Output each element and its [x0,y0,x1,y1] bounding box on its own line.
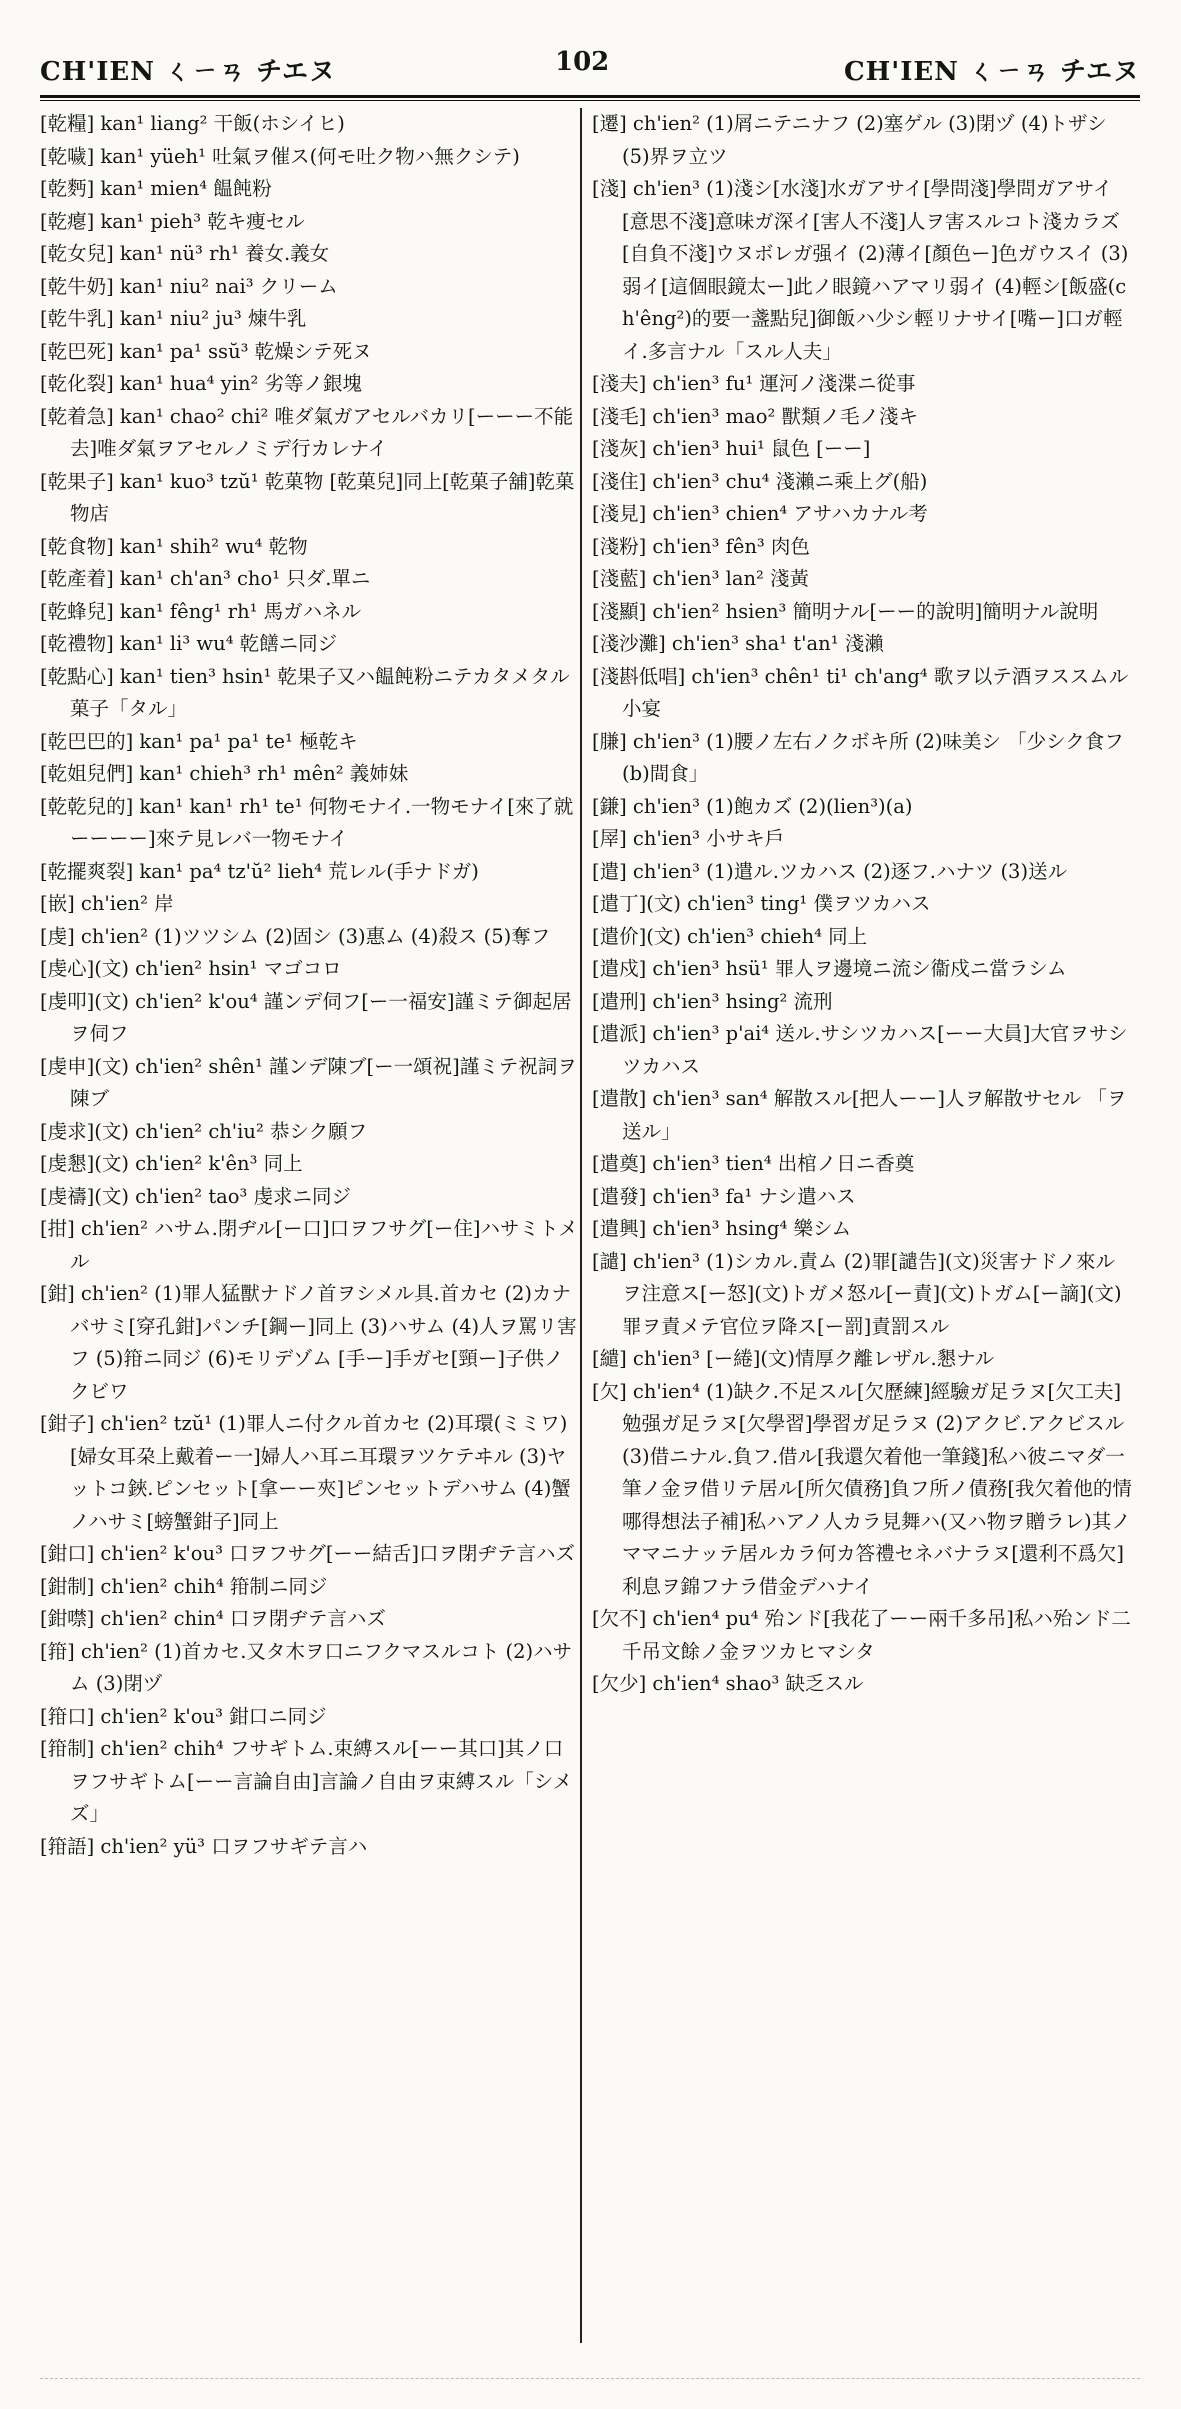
dictionary-entry: [淺毛] ch'ien³ mao² 獸類ノ毛ノ淺キ [592,404,918,428]
dictionary-entry: [繾] ch'ien³ [ー綣](文)情厚ク離レザル.懇ナル [592,1347,995,1370]
dictionary-entry: [淺顯] ch'ien² hsien³ 簡明ナル[ーー的說明]簡明ナル說明 [592,599,1099,623]
dictionary-entry: [箝] ch'ien² (1)首カセ.又タ木ヲ口ニフクマスルコト (2)ハサム (3)閉ヅ [40,1639,573,1695]
dictionary-entry: [乾牛奶] kan¹ niu² nai³ クリーム [40,274,338,298]
dictionary-entry: [遷] ch'ien² (1)屑ニテニナフ (2)塞ゲル (3)閉ヅ (4)トザシ (5)界ヲ立ツ [592,112,1107,168]
header-rule [40,95,1140,98]
dictionary-entry: [遣刑] ch'ien³ hsing² 流刑 [592,989,833,1013]
right-column [592,108,1132,2343]
dictionary-entry: [遣] ch'ien³ (1)遣ル.ツカハス (2)逐フ.ハナツ (3)送ル [592,859,1068,883]
dictionary-entry: [遣興] ch'ien³ hsing⁴ 樂シム [592,1217,852,1240]
column-divider [580,108,582,2343]
dictionary-entry: [虔禱](文) ch'ien² tao³ 虔求ニ同ジ [40,1184,352,1208]
dictionary-entry: [乾點心] kan¹ tien³ hsin¹ 乾果子又ハ饂飩粉ニテカタメタル菓子「タル」 [40,664,570,720]
dictionary-entry: [淺粉] ch'ien³ fên³ 肉色 [592,534,810,558]
header-left: CH'IEN ㄑㄧㄢ チエヌ [40,57,337,87]
dictionary-entry: [遣派] ch'ien³ p'ai⁴ 送ル.サシツカハス[ーー大員]大官ヲサシツカハス [592,1022,1128,1078]
dictionary-entry: [乾巴巴的] kan¹ pa¹ pa¹ te¹ 極乾キ [40,729,358,753]
dictionary-entry: [欠不] ch'ien⁴ pu⁴ 殆ンド[我花了ーー兩千多吊]私ハ殆ンド二千吊文餘ノ金ヲツカヒマシタ [592,1607,1131,1663]
dictionary-entry: [乾擺爽裂] kan¹ pa⁴ tz'ŭ² lieh⁴ 荒レル(手ナドガ) [40,859,479,883]
dictionary-entry: [膁] ch'ien³ (1)腰ノ左右ノクボキ所 (2)味美シ 「少シク食フ (b)間食」 [592,729,1124,785]
dictionary-entry: [乾產着] kan¹ ch'an³ cho¹ 只ダ.單ニ [40,567,371,590]
left-column [40,108,580,2343]
dictionary-entry: [遣奠] ch'ien³ tien⁴ 出棺ノ日ニ香奠 [592,1152,915,1175]
dictionary-entry: [欠少] ch'ien⁴ shao³ 缺乏スル [592,1672,864,1695]
dictionary-entry: [乾乾兒的] kan¹ kan¹ rh¹ te¹ 何物モナイ.一物モナイ[來了就ーーーー]來テ見レバ一物モナイ [40,794,574,850]
dictionary-entry: [乾噦] kan¹ yüeh¹ 吐氣ヲ催ス(何モ吐ク物ハ無クシテ) [40,144,520,168]
dictionary-entry: [鉗子] ch'ien² tzŭ¹ (1)罪人ニ付クル首カセ (2)耳環(ミミワ)[婦女耳朶上戴着ー一]婦人ハ耳ニ耳環ヲツケテヰル (3)ヤットコ鋏.ピンセット[拿ーー夾]ピンセットデハサム (4)蟹ノハサミ[螃蟹鉗子]同上 [40,1412,571,1533]
dictionary-entry: [遣發] ch'ien³ fa¹ ナシ遣ハス [592,1184,856,1208]
dictionary-entry: [遣丁](文) ch'ien³ ting¹ 僕ヲツカハス [592,892,931,915]
dictionary-entry: [淺斟低唱] ch'ien³ chên¹ ti¹ ch'ang⁴ 歌ヲ以テ酒ヲススムル小宴 [592,664,1129,720]
dictionary-entry: [乾巴死] kan¹ pa¹ ssŭ³ 乾燥シテ死ヌ [40,339,372,363]
dictionary-entry: [乾姐兒們] kan¹ chieh³ rh¹ mên² 義姉妹 [40,762,409,785]
dictionary-entry: [淺] ch'ien³ (1)淺シ[水淺]水ガアサイ[學問淺]學問ガアサイ[意思不淺]意味ガ深イ[害人不淺]人ヲ害スルコト淺カラズ[自負不淺]ウヌボレガ强イ (2)薄イ[顏色ー]色ガウスイ (3)弱イ[這個眼鏡太ー]此ノ眼鏡ハアマリ弱イ (4)輕シ[飯盛(ch'êng²)的要一盞點兒]御飯ハ少シ輕リナサイ[嘴ー]口ガ輕イ.多言ナル「スル人夫」 [592,177,1129,363]
dictionary-entry: [箝語] ch'ien² yü³ 口ヲフサギテ言ハ [40,1834,368,1858]
dictionary-entry: [遣散] ch'ien³ san⁴ 解散スル[把人ーー]人ヲ解散サセル 「ヲ送ル」 [592,1087,1127,1143]
footer-line [40,2378,1140,2379]
dictionary-entry: [譴] ch'ien³ (1)シカル.責ム (2)罪[譴告](文)災害ナドノ來ルヲ注意ス[ー怒](文)トガメ怒ル[ー責](文)トガム[ー謫](文)罪ヲ責メテ官位ヲ降ス[ー罰]責罰スル [592,1249,1122,1338]
dictionary-entry: [淺藍] ch'ien³ lan² 淺黃 [592,567,810,590]
page-number: 102 [555,47,610,77]
dictionary-entry: [乾着急] kan¹ chao² chi² 唯ダ氣ガアセルバカリ[ーーー不能去]唯ダ氣ヲアセルノミデ行カレナイ [40,404,574,460]
header-right: CH'IEN ㄑㄧㄢ チエヌ [843,57,1140,87]
dictionary-entry: [遣戍] ch'ien³ hsü¹ 罪人ヲ邊境ニ流シ衞戍ニ當ラシム [592,957,1067,980]
page-header [40,45,1140,95]
dictionary-entry: [乾糧] kan¹ liang² 干飯(ホシイヒ) [40,112,345,135]
dictionary-entry: [虔懇](文) ch'ien² k'ên³ 同上 [40,1152,303,1175]
dictionary-entry: [乾麪] kan¹ mien⁴ 饂飩粉 [40,177,272,200]
dictionary-entry: [鉗] ch'ien² (1)罪人猛獸ナドノ首ヲシメル具.首カセ (2)カナバサミ[穿孔鉗]パンチ[鋼ー]同上 (3)ハサム (4)人ヲ罵リ害フ (5)箝ニ同ジ (6)モリデゾム [手ー]手ガセ[頸ー]子供ノクビワ [40,1282,577,1403]
dictionary-entry: [乾禮物] kan¹ li³ wu⁴ 乾饍ニ同ジ [40,632,338,655]
dictionary-entry: [虔叩](文) ch'ien² k'ou⁴ 謹ンデ伺フ[ー一福安]謹ミテ御起居ヲ伺フ [40,989,572,1045]
dictionary-entry: [欠] ch'ien⁴ (1)缺ク.不足スル[欠歷練]經驗ガ足ラヌ[欠工夫]勉强ガ足ラヌ[欠學習]學習ガ足ラヌ (2)アクビ.アクビスル (3)借ニナル.負フ.借ル[我還欠着他一筆錢]私ハ彼ニマダ一筆ノ金ヲ借リテ居ル[所欠債務]負フ所ノ債務[我欠着他的情哪得想法子補]私ハアノ人カラ見舞ハ(又ハ物ヲ贈ラレ)其ノママニナッテ居ルカラ何カ答禮セネバナラヌ[還利不爲欠]利息ヲ錦フナラ借金デハナイ [592,1379,1132,1598]
dictionary-entry: [遣价](文) ch'ien³ chieh⁴ 同上 [592,924,868,948]
dictionary-entry: [乾瘪] kan¹ pieh³ 乾キ痩セル [40,209,305,233]
dictionary-entry: [拑] ch'ien² ハサム.閉ヂル[ー口]口ヲフサグ[ー住]ハサミトメル [40,1217,578,1273]
dictionary-entry: [乾蜂兒] kan¹ fêng¹ rh¹ 馬ガハネル [40,599,362,623]
dictionary-entry: [鉗口] ch'ien² k'ou³ 口ヲフサグ[ーー結舌]口ヲ閉ヂテ言ハズ [40,1542,576,1565]
dictionary-entry: [淺沙灘] ch'ien³ sha¹ t'an¹ 淺瀨 [592,632,884,655]
dictionary-entry: [乾女兒] kan¹ nü³ rh¹ 養女.義女 [40,242,330,265]
dictionary-entry: [淺灰] ch'ien³ hui¹ 鼠色 [ーー] [592,437,871,460]
dictionary-entry: [箝制] ch'ien² chih⁴ フサギトム.束縛スル[ーー其口]其ノ口ヲフサギトム[ーー言論自由]言論ノ自由ヲ束縛スル「シメズ」 [40,1737,573,1825]
dictionary-entry: [鎌] ch'ien³ (1)飽カズ (2)(lien³)(a) [592,794,913,818]
dictionary-entry: [鉗噤] ch'ien² chin⁴ 口ヲ閉ヂテ言ハズ [40,1607,386,1630]
dictionary-entry: [鉗制] ch'ien² chih⁴ 箝制ニ同ジ [40,1574,328,1598]
dictionary-entry: [箝口] ch'ien² k'ou³ 鉗口ニ同ジ [40,1704,327,1728]
dictionary-entry: [嵌] ch'ien² 岸 [40,892,174,915]
dictionary-entry: [乾食物] kan¹ shih² wu⁴ 乾物 [40,534,308,558]
header-rule-thin [40,100,1140,101]
dictionary-entry: [虔求](文) ch'ien² ch'iu² 恭シク願フ [40,1119,368,1143]
dictionary-entry: [屖] ch'ien³ 小サキ戶 [592,827,785,850]
dictionary-entry: [虔申](文) ch'ien² shên¹ 謹ンデ陳ブ[ー一頌祝]謹ミテ祝詞ヲ陳ブ [40,1054,577,1110]
dictionary-entry: [淺見] ch'ien³ chien⁴ アサハカナル考 [592,502,928,525]
dictionary-entry: [乾果子] kan¹ kuo³ tzŭ¹ 乾菓物 [乾菓兒]同上[乾菓子舖]乾菓物店 [40,469,575,525]
dictionary-entry: [乾牛乳] kan¹ niu² ju³ 煉牛乳 [40,307,307,330]
dictionary-entry: [虔心](文) ch'ien² hsin¹ マゴコロ [40,957,342,980]
dictionary-entry: [淺住] ch'ien³ chu⁴ 淺瀨ニ乘上グ(船) [592,469,928,493]
dictionary-entry: [乾化裂] kan¹ hua⁴ yin² 劣等ノ銀塊 [40,372,363,395]
dictionary-entry: [淺夫] ch'ien³ fu¹ 運河ノ淺渫ニ從事 [592,372,916,395]
dictionary-entry: [虔] ch'ien² (1)ツツシム (2)固シ (3)惠ム (4)殺ス (5)奪フ [40,924,551,948]
